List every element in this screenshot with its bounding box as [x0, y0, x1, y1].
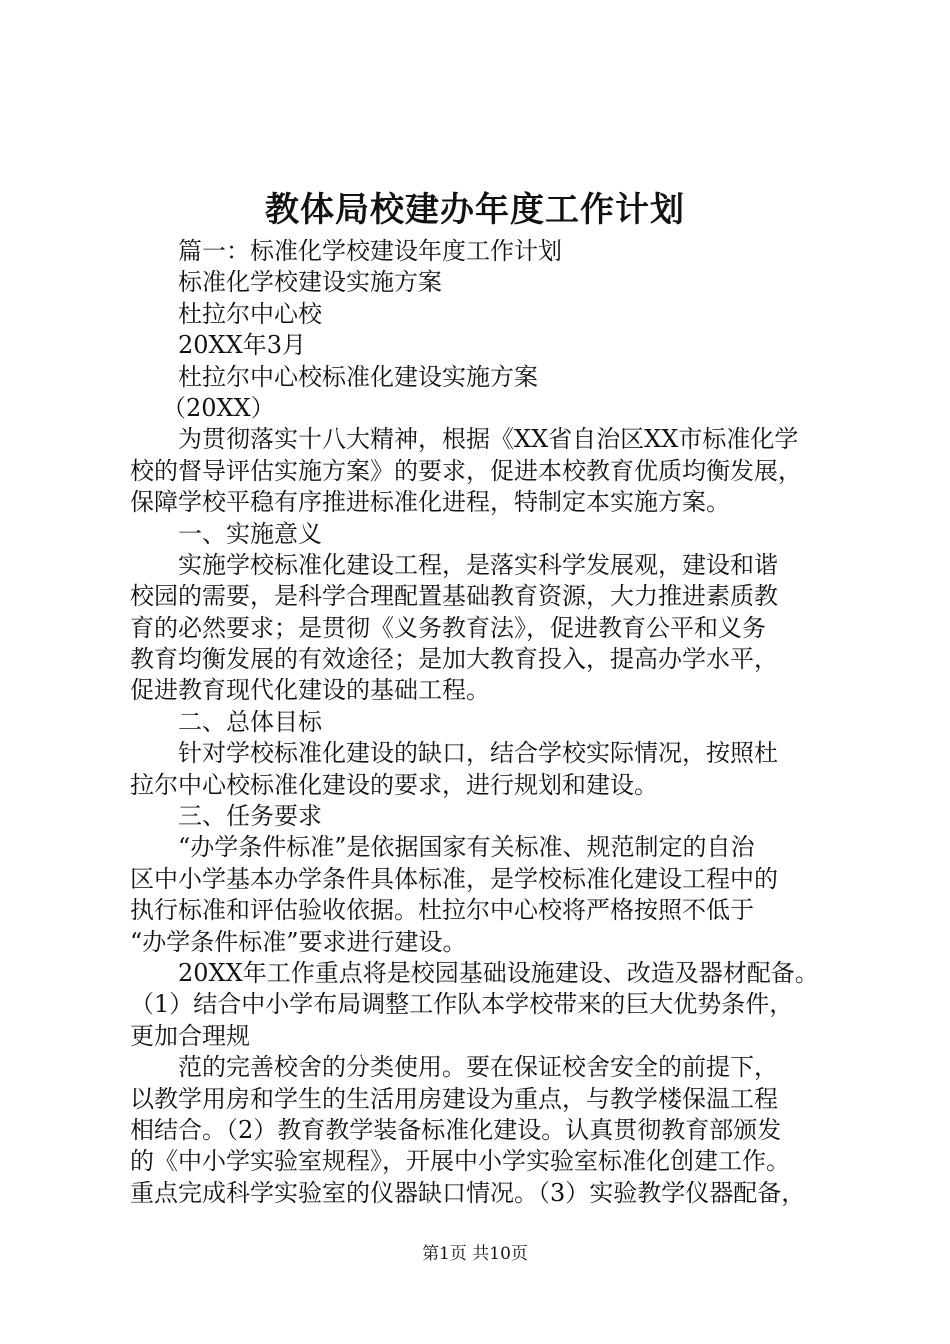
text-line: “办学条件标准”是依据国家有关标准、规范制定的自治	[178, 833, 755, 862]
text-line: 校园的需要，是科学合理配置基础教育资源，大力推进素质教	[130, 582, 778, 611]
text-line: 育的必然要求；是贯彻《义务教育法》，促进教育公平和义务	[130, 613, 766, 642]
document-title: 教体局校建办年度工作计划	[265, 190, 685, 230]
text-line: （1）结合中小学布局调整工作队本学校带来的巨大优势条件，	[130, 990, 794, 1019]
text-line: 篇一：标准化学校建设年度工作计划	[178, 237, 562, 265]
text-line: 校的督导评估实施方案》的要求，促进本校教育优质均衡发展，	[130, 456, 802, 485]
page-footer: 第1页 共10页	[422, 1244, 528, 1264]
text-line: 针对学校标准化建设的缺口，结合学校实际情况，按照杜	[178, 739, 778, 768]
text-line: 重点完成科学实验室的仪器缺口情况。（3）实验教学仪器配备，	[130, 1178, 806, 1207]
text-line: 的《中小学实验室规程》，开展中小学实验室标准化创建工作。	[130, 1147, 790, 1176]
section-heading: 三、任务要求	[178, 802, 322, 831]
text-line: 促进教育现代化建设的基础工程。	[130, 676, 490, 705]
text-line: 拉尔中心校标准化建设的要求，进行规划和建设。	[130, 770, 658, 799]
text-line: 为贯彻落实十八大精神，根据《XX省自治区XX市标准化学	[178, 425, 799, 454]
text-line: 杜拉尔中心校	[178, 299, 322, 328]
text-line: 教育均衡发展的有效途径；是加大教育投入，提高办学水平，	[130, 645, 778, 674]
text-line: 20XX年3月	[178, 331, 306, 360]
text-line: 20XX年工作重点将是校园基础设施建设、改造及器材配备。	[178, 958, 819, 987]
document-body	[130, 236, 850, 1209]
text-line: 实施学校标准化建设工程，是落实科学发展观，建设和谐	[178, 550, 778, 579]
text-line: （20XX）	[162, 393, 275, 422]
text-line: 相结合。（2）教育教学装备标准化建设。认真贯彻教育部颁发	[130, 1115, 782, 1144]
text-line: 标准化学校建设实施方案	[178, 268, 442, 297]
text-line: 区中小学基本办学条件具体标准，是学校标准化建设工程中的	[130, 864, 778, 893]
text-line: 以教学用房和学生的生活用房建设为重点，与教学楼保温工程	[130, 1084, 778, 1113]
text-line: 杜拉尔中心校标准化建设实施方案	[178, 362, 538, 391]
text-line: 执行标准和评估验收依据。杜拉尔中心校将严格按照不低于	[130, 896, 754, 925]
text-line: “办学条件标准”要求进行建设。	[130, 927, 467, 956]
text-line: 更加合理规	[130, 1021, 250, 1050]
text-line: 保障学校平稳有序推进标准化进程，特制定本实施方案。	[130, 488, 730, 517]
section-heading: 二、总体目标	[178, 707, 322, 736]
section-heading: 一、实施意义	[178, 519, 322, 548]
text-line: 范的完善校舍的分类使用。要在保证校舍安全的前提下，	[178, 1053, 778, 1082]
